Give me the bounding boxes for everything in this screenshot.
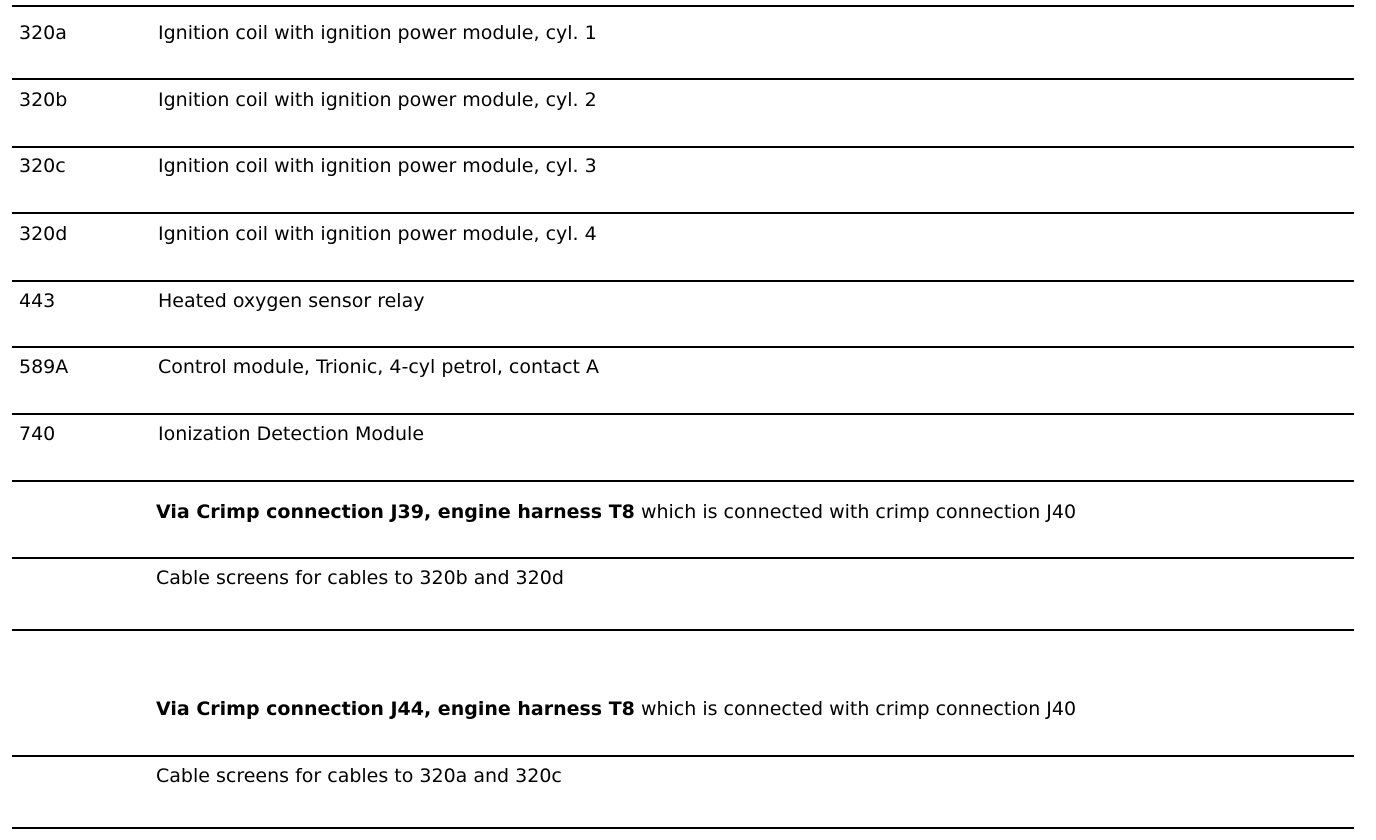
connection-note-bold: Via Crimp connection J39, engine harness T8 [156, 501, 635, 523]
connection-note [156, 501, 1076, 523]
connection-note-bold: Via Crimp connection J44, engine harness T8 [156, 698, 635, 720]
component-description: Heated oxygen sensor relay [158, 290, 425, 312]
component-code: 589A [19, 356, 69, 378]
component-code: 320d [19, 223, 68, 245]
divider [12, 827, 1354, 829]
divider [12, 480, 1354, 482]
component-code: 320c [19, 155, 66, 177]
divider [12, 280, 1354, 282]
component-code: 740 [19, 423, 56, 445]
component-code: 443 [19, 290, 56, 312]
divider [12, 212, 1354, 214]
component-description: Control module, Trionic, 4-cyl petrol, contact A [158, 356, 600, 378]
component-description: Ignition coil with ignition power module, cyl. 2 [158, 89, 597, 111]
component-description: Ignition coil with ignition power module, cyl. 4 [158, 223, 597, 245]
divider [12, 146, 1354, 148]
connection-note-rest: which is connected with crimp connection J40 [634, 698, 1077, 720]
connection-note [156, 698, 1076, 720]
divider [12, 413, 1354, 415]
divider [12, 78, 1354, 80]
connection-note-rest: which is connected with crimp connection J40 [634, 501, 1077, 523]
divider [12, 346, 1354, 348]
component-description: Ignition coil with ignition power module, cyl. 3 [158, 155, 597, 177]
cable-screen-note: Cable screens for cables to 320a and 320c [156, 765, 562, 787]
component-description: Ionization Detection Module [158, 423, 425, 445]
component-description: Ignition coil with ignition power module, cyl. 1 [158, 22, 597, 44]
cable-screen-note: Cable screens for cables to 320b and 320d [156, 567, 564, 589]
divider [12, 5, 1354, 7]
divider [12, 557, 1354, 559]
divider [12, 755, 1354, 757]
component-code: 320b [19, 89, 68, 111]
divider [12, 629, 1354, 631]
component-code: 320a [19, 22, 67, 44]
